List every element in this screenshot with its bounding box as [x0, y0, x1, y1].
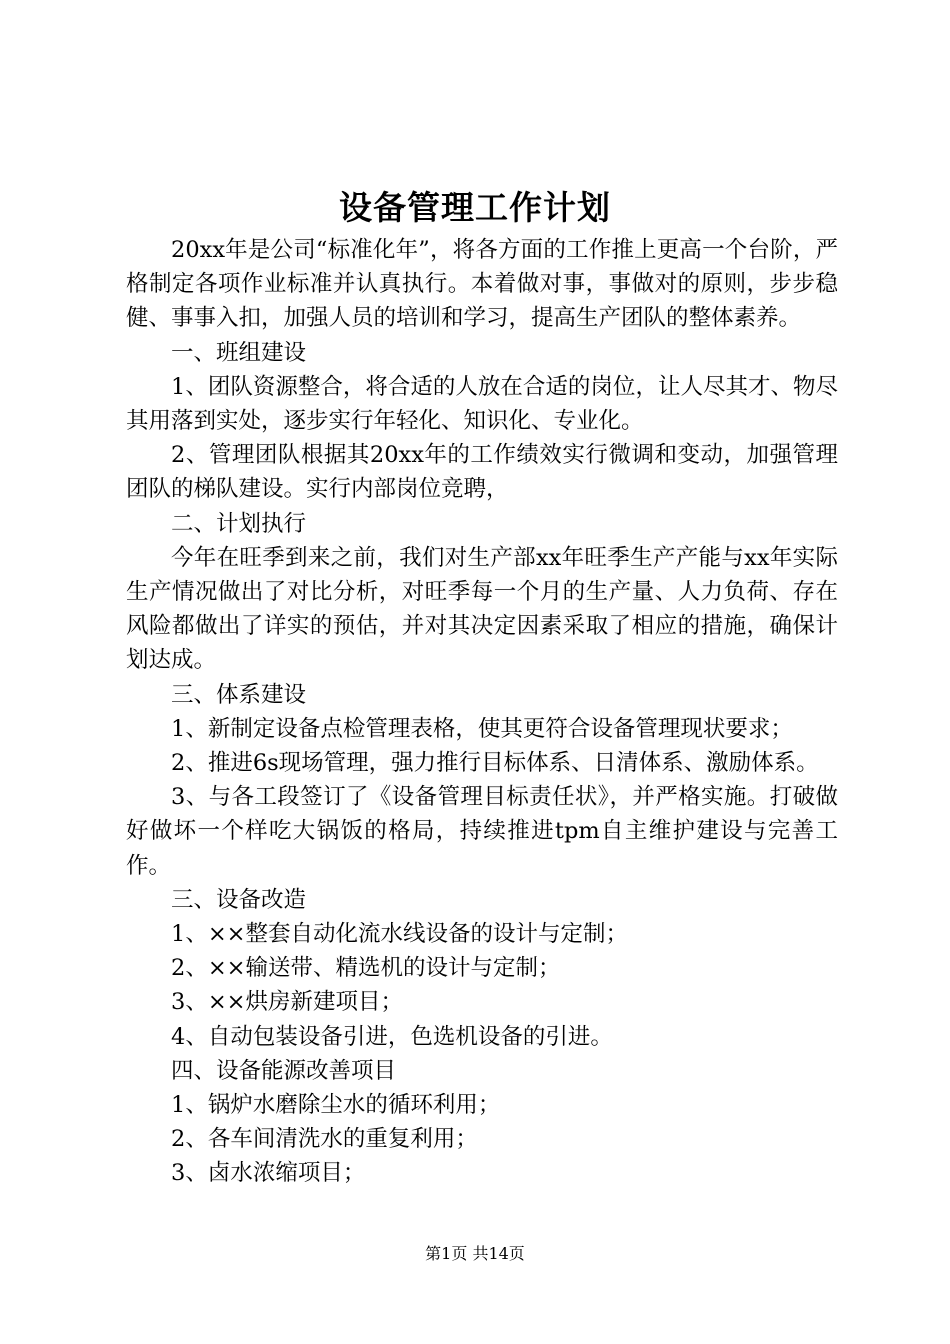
section-heading: 一、班组建设	[171, 339, 307, 366]
section-heading: 二、计划执行	[171, 510, 307, 537]
list-item: 3、卤水浓缩项目；	[171, 1160, 366, 1187]
page-number: 第1页 共14页	[425, 1244, 525, 1263]
list-item: 3、××烘房新建项目；	[171, 989, 404, 1016]
paragraph: 3、与各工段签订了《设备管理目标责任状》，并严格实施。打破做好做坏一个样吃大锅饭的格局，持续推进tpm自主维护建设与完善工作。	[126, 784, 838, 879]
section-heading: 四、设备能源改善项目	[171, 1057, 397, 1084]
section-heading: 三、体系建设	[171, 681, 307, 708]
list-item: 4、自动包装设备引进，色选机设备的引进。	[171, 1023, 613, 1050]
paragraph: 20xx年是公司“标准化年”，将各方面的工作推上更高一个台阶，严格制定各项作业标准并认真执行。本着做对事，事做对的原则，步步稳健、事事入扣，加强人员的培训和学习，提高生产团队的整体素养。	[126, 237, 838, 332]
paragraph: 1、团队资源整合，将合适的人放在合适的岗位，让人尽其才、物尽其用落到实处，逐步实行年轻化、知识化、专业化。	[126, 373, 838, 435]
list-item: 2、××输送带、精选机的设计与定制；	[171, 955, 561, 982]
list-item: 2、各车间清洗水的重复利用；	[171, 1126, 478, 1153]
list-item: 1、××整套自动化流水线设备的设计与定制；	[171, 921, 629, 948]
paragraph: 1、新制定设备点检管理表格，使其更符合设备管理现状要求；	[171, 715, 793, 742]
paragraph: 2、推进6s现场管理，强力推行目标体系、日清体系、激励体系。	[171, 750, 819, 777]
paragraph: 今年在旺季到来之前，我们对生产部xx年旺季生产产能与xx年实际生产情况做出了对比分析，对旺季每一个月的生产量、人力负荷、存在风险都做出了详实的预估，并对其决定因素采取了相应的措施，确保计划达成。	[126, 544, 838, 674]
document-title: 设备管理工作计划	[339, 188, 611, 227]
list-item: 1、锅炉水磨除尘水的循环利用；	[171, 1092, 501, 1119]
paragraph: 2、管理团队根据其20xx年的工作绩效实行微调和变动，加强管理团队的梯队建设。实行内部岗位竞聘，	[126, 442, 838, 503]
document-body	[126, 233, 838, 1191]
section-heading: 三、设备改造	[171, 886, 307, 913]
